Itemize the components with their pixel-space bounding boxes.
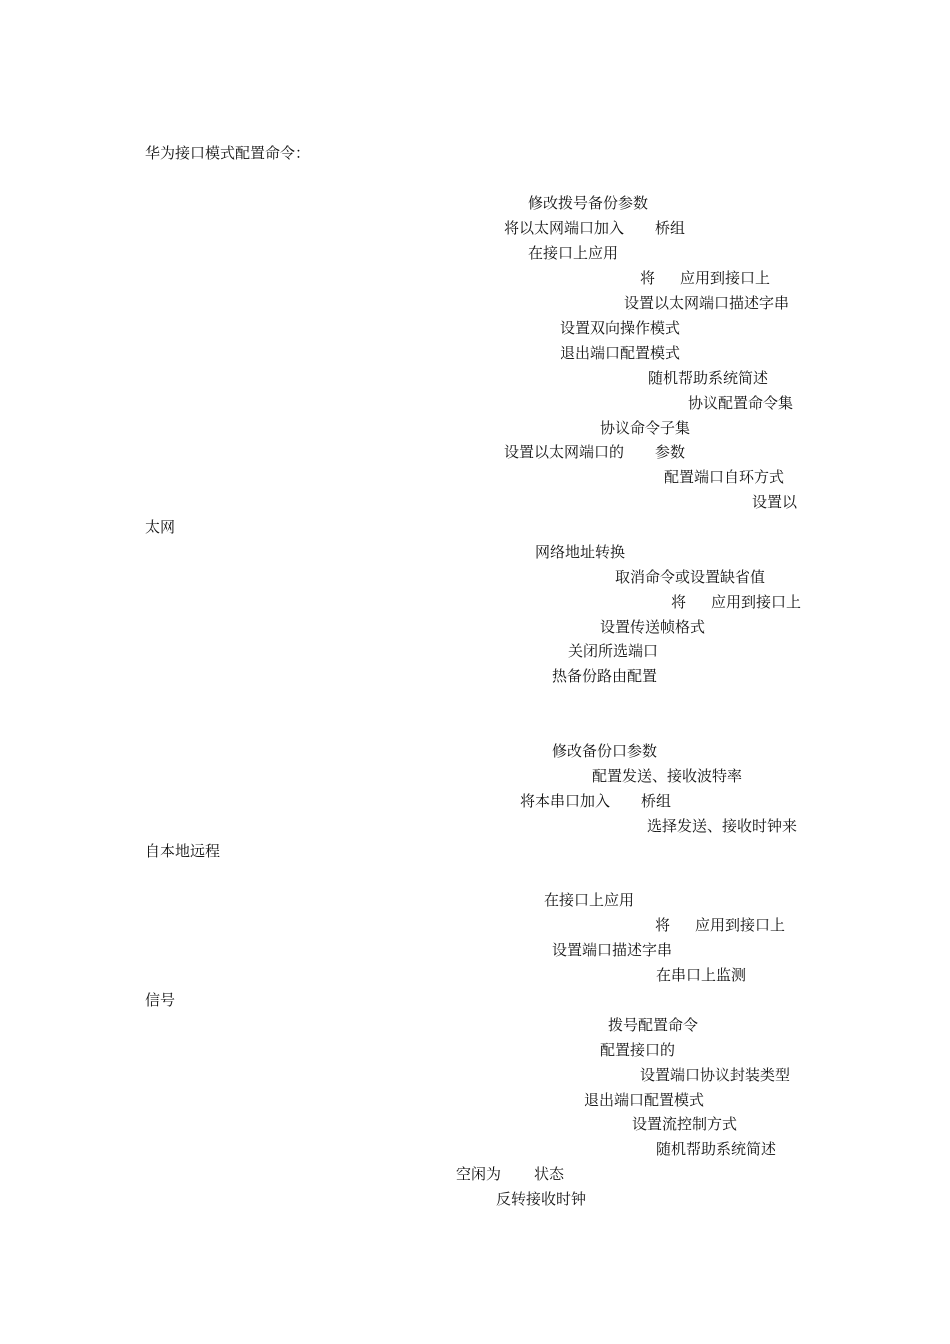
text-line: 设置传送帧格式 xyxy=(600,618,706,636)
text-line: 配置发送、接收波特率 xyxy=(592,767,743,785)
text-line: 关闭所选端口 xyxy=(568,642,659,660)
text-line: 设置以太网端口描述字串 xyxy=(624,294,790,312)
text-fragment: 桥组 xyxy=(641,792,672,810)
text-fragment: 将 xyxy=(655,916,671,934)
text-line: 在串口上监测 xyxy=(656,966,747,984)
text-fragment: 应用到接口上 xyxy=(695,916,786,934)
text-line: 网络地址转换 xyxy=(535,543,626,561)
text-line xyxy=(640,268,770,288)
page-title: 华为接口模式配置命令： xyxy=(145,144,311,162)
text-line: 协议命令子集 xyxy=(600,419,691,437)
text-line: 设置流控制方式 xyxy=(632,1115,738,1133)
text-fragment: 空闲为 xyxy=(456,1165,502,1183)
text-fragment: 应用到接口上 xyxy=(711,593,802,611)
text-fragment: 设置以太网端口的 xyxy=(504,443,625,461)
text-line: 修改备份口参数 xyxy=(552,742,658,760)
text-fragment: 将 xyxy=(640,269,656,287)
text-line: 配置接口的 xyxy=(600,1041,676,1059)
text-line: 随机帮助系统简述 xyxy=(648,369,769,387)
text-line: 设置端口协议封装类型 xyxy=(640,1066,791,1084)
text-line: 设置以 xyxy=(752,493,798,511)
text-line: 热备份路由配置 xyxy=(552,667,658,685)
text-line: 自本地远程 xyxy=(145,842,221,860)
text-line: 退出端口配置模式 xyxy=(584,1091,705,1109)
text-fragment: 状态 xyxy=(534,1165,565,1183)
text-line: 拨号配置命令 xyxy=(608,1016,699,1034)
text-fragment: 将以太网端口加入 xyxy=(504,219,625,237)
text-line: 反转接收时钟 xyxy=(496,1190,587,1208)
text-line xyxy=(504,442,685,462)
text-line: 设置端口描述字串 xyxy=(552,941,673,959)
text-line xyxy=(671,592,801,612)
text-line: 配置端口自环方式 xyxy=(664,468,785,486)
text-line: 太网 xyxy=(145,518,176,536)
text-line: 在接口上应用 xyxy=(528,244,619,262)
text-line xyxy=(520,791,671,811)
text-line: 设置双向操作模式 xyxy=(560,319,681,337)
text-line: 协议配置命令集 xyxy=(688,394,794,412)
text-fragment: 应用到接口上 xyxy=(680,269,771,287)
text-line: 在接口上应用 xyxy=(544,891,635,909)
text-fragment: 将 xyxy=(671,593,687,611)
text-line xyxy=(655,915,785,935)
text-line: 随机帮助系统简述 xyxy=(656,1140,777,1158)
text-line: 选择发送、接收时钟来 xyxy=(647,817,798,835)
text-fragment: 将本串口加入 xyxy=(520,792,611,810)
text-line xyxy=(456,1164,564,1184)
text-line: 退出端口配置模式 xyxy=(560,344,681,362)
text-line xyxy=(504,218,685,238)
text-fragment: 桥组 xyxy=(655,219,686,237)
text-line: 取消命令或设置缺省值 xyxy=(615,568,766,586)
text-line: 修改拨号备份参数 xyxy=(528,194,649,212)
text-line: 信号 xyxy=(145,991,176,1009)
text-fragment: 参数 xyxy=(655,443,686,461)
